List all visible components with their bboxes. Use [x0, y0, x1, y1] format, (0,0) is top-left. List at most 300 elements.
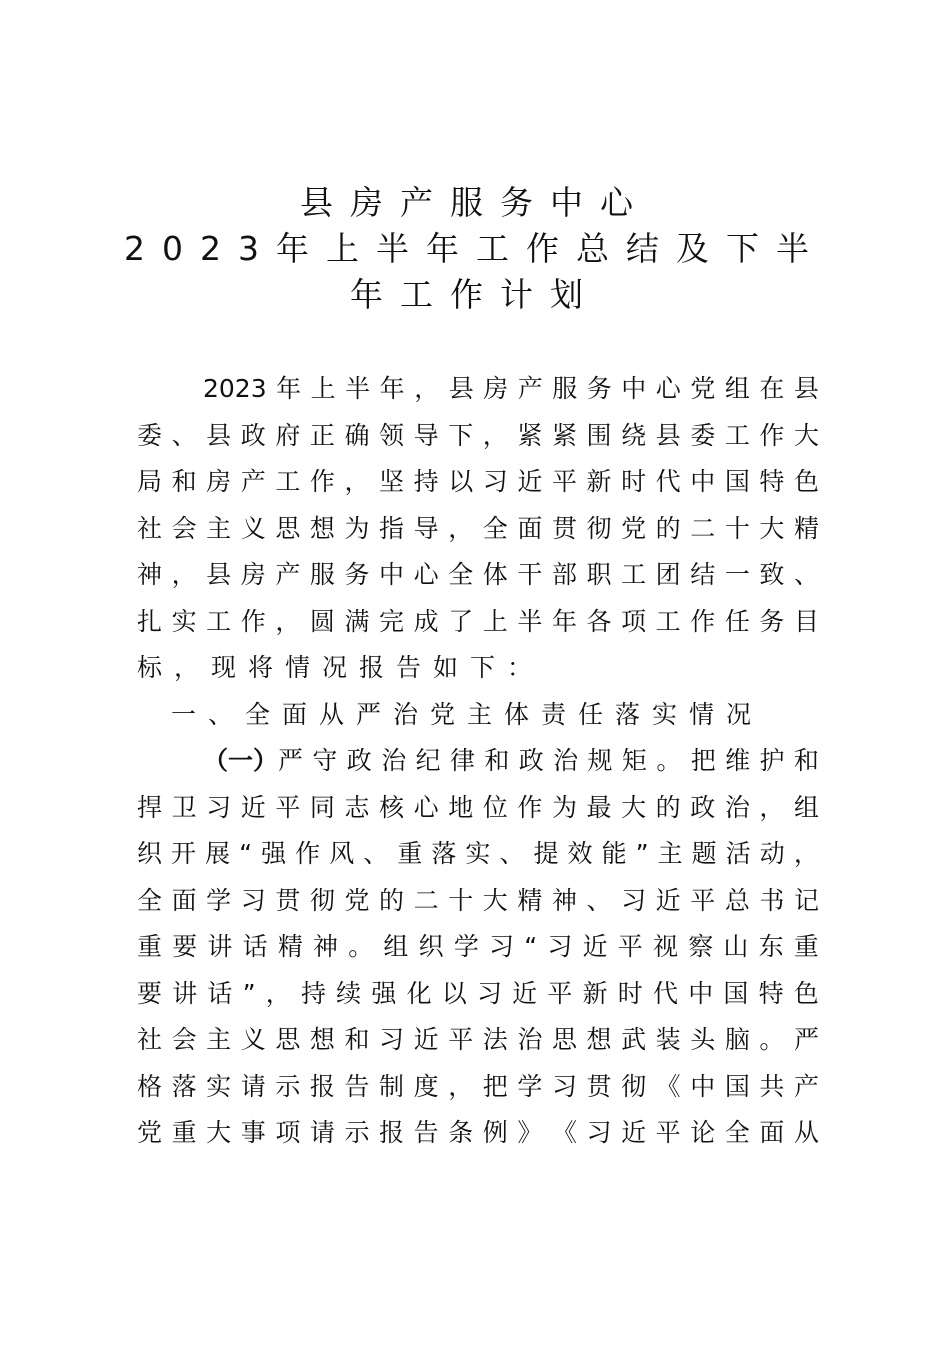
text-glyph: 作 — [759, 420, 785, 450]
text-glyph: 社 — [137, 1025, 163, 1054]
text-glyph: 法 — [482, 1025, 508, 1054]
text-glyph: 活 — [725, 839, 751, 868]
text-glyph: 中 — [379, 560, 405, 589]
text-glyph: 彻 — [586, 513, 612, 543]
text-glyph: 的 — [655, 792, 681, 822]
text-glyph: 、 — [363, 839, 389, 868]
text-glyph: 社 — [137, 513, 163, 543]
text-glyph: 下 — [448, 420, 474, 450]
text-glyph: 作 — [295, 839, 321, 868]
text-glyph: 作 — [240, 606, 266, 636]
text-glyph: ， — [265, 978, 291, 1008]
text-glyph: 律 — [449, 746, 475, 775]
subsection-line — [137, 971, 819, 1018]
text-glyph: 精 — [793, 513, 819, 543]
text-glyph: 组 — [793, 792, 819, 822]
text-glyph: 告 — [413, 1118, 439, 1147]
text-glyph: 风 — [329, 839, 355, 868]
text-glyph: 护 — [759, 746, 785, 775]
text-glyph: 东 — [758, 932, 784, 961]
text-glyph: 产 — [793, 1071, 819, 1101]
text-glyph: 讲 — [207, 932, 233, 961]
text-glyph: 书 — [759, 885, 785, 915]
text-glyph: 时 — [617, 978, 643, 1008]
text-glyph: 半 — [517, 606, 543, 636]
text-glyph: 彻 — [309, 885, 335, 915]
text-glyph: 《 — [655, 1071, 681, 1101]
text-glyph: 成 — [413, 606, 439, 636]
text-glyph: 治 — [553, 746, 579, 775]
text-glyph: 强 — [261, 839, 287, 868]
paragraph-line: 标，现将情况报告如下： — [137, 653, 545, 682]
text-glyph: 为 — [344, 513, 370, 543]
text-glyph: 党 — [690, 374, 716, 403]
text-glyph: 产 — [517, 374, 543, 403]
text-glyph: 产 — [240, 467, 266, 496]
text-glyph: 续 — [336, 978, 362, 1008]
text-glyph: 和 — [484, 746, 510, 775]
text-glyph: 志 — [344, 792, 370, 822]
text-glyph: 平 — [690, 885, 716, 915]
text-glyph: 房 — [240, 560, 266, 589]
text-glyph: 习 — [476, 978, 502, 1008]
text-glyph: 制 — [379, 1071, 405, 1101]
text-glyph: 习 — [621, 885, 647, 915]
text-glyph: 大 — [793, 420, 819, 450]
text-glyph: 务 — [586, 374, 612, 403]
text-glyph: 。 — [656, 746, 682, 775]
text-glyph: “ — [239, 839, 253, 868]
text-glyph: 论 — [690, 1118, 716, 1147]
text-glyph: 织 — [137, 839, 163, 868]
text-glyph: 大 — [482, 885, 508, 915]
text-glyph: 完 — [379, 606, 405, 636]
text-glyph: 主 — [206, 513, 232, 543]
text-glyph: 习 — [240, 885, 266, 915]
text-glyph: 平 — [551, 467, 577, 496]
paragraph-line — [137, 506, 819, 553]
text-glyph: 神 — [313, 932, 339, 961]
text-glyph: 实 — [171, 606, 197, 636]
text-glyph: 展 — [205, 839, 231, 868]
text-glyph: 题 — [691, 839, 717, 868]
text-glyph: 视 — [652, 932, 678, 961]
text-glyph: 面 — [171, 885, 197, 915]
text-glyph: 县 — [655, 420, 681, 450]
text-glyph: 习 — [547, 932, 573, 961]
text-glyph: 色 — [793, 978, 819, 1008]
text-glyph: 扎 — [137, 606, 163, 636]
text-glyph: 捍 — [137, 792, 163, 822]
text-glyph: 的 — [379, 885, 405, 915]
text-glyph: 导 — [413, 420, 439, 450]
text-glyph: 落 — [431, 839, 457, 868]
text-glyph: 时 — [621, 467, 647, 496]
text-glyph: 提 — [533, 839, 559, 868]
text-glyph: 2023 — [203, 374, 267, 403]
subsection-line-text — [278, 738, 819, 785]
text-glyph: 中 — [688, 978, 714, 1008]
text-glyph: 学 — [453, 932, 479, 961]
text-glyph: 了 — [448, 606, 474, 636]
text-glyph: 县 — [793, 374, 819, 403]
text-glyph: “ — [524, 932, 538, 961]
text-glyph: 思 — [551, 1025, 577, 1054]
text-glyph: 平 — [547, 978, 573, 1008]
text-glyph: 在 — [759, 374, 785, 403]
text-glyph: 近 — [655, 885, 681, 915]
text-glyph: 大 — [206, 1118, 232, 1147]
text-glyph: 持 — [300, 978, 326, 1008]
text-glyph: 国 — [724, 467, 750, 496]
text-glyph: 平 — [448, 1025, 474, 1054]
text-glyph: 重 — [397, 839, 423, 868]
text-glyph: ， — [759, 792, 785, 822]
text-glyph: 想 — [309, 513, 335, 543]
text-glyph: 结 — [690, 560, 716, 589]
text-glyph: 重 — [793, 932, 819, 961]
text-glyph: 任 — [724, 606, 750, 636]
text-glyph: 主 — [206, 1025, 232, 1054]
text-glyph: 贯 — [586, 1071, 612, 1101]
subsection-line — [137, 1017, 819, 1064]
text-glyph: 神 — [551, 885, 577, 915]
text-glyph: 领 — [379, 420, 405, 450]
text-glyph: 国 — [723, 978, 749, 1008]
text-glyph: 致 — [759, 560, 785, 589]
text-glyph: 请 — [240, 1071, 266, 1101]
text-glyph: 党 — [621, 513, 647, 543]
text-glyph: 维 — [725, 746, 751, 775]
text-glyph: 主 — [657, 839, 683, 868]
text-glyph: 党 — [344, 885, 370, 915]
text-glyph: 全 — [724, 1118, 750, 1147]
text-glyph: 贯 — [551, 513, 577, 543]
text-glyph: 工 — [621, 560, 647, 589]
text-glyph: 脑 — [724, 1025, 750, 1054]
text-glyph: 政 — [346, 746, 372, 775]
subsection-line — [137, 924, 819, 971]
text-glyph: 县 — [206, 560, 232, 589]
text-glyph: 一 — [724, 560, 750, 589]
text-glyph: 记 — [793, 885, 819, 915]
text-glyph: 大 — [759, 513, 785, 543]
text-glyph: 平 — [275, 792, 301, 822]
text-glyph: 义 — [240, 1025, 266, 1054]
text-glyph: 、 — [171, 420, 197, 450]
text-glyph: 严 — [793, 1025, 819, 1054]
text-glyph: 工 — [275, 467, 301, 496]
text-glyph: 为 — [551, 792, 577, 822]
text-glyph: 实 — [206, 1071, 232, 1101]
text-glyph: 严 — [278, 746, 304, 775]
text-glyph: 上 — [482, 606, 508, 636]
text-glyph: 治 — [724, 792, 750, 822]
text-glyph: 最 — [586, 792, 612, 822]
paragraph-line — [137, 459, 819, 506]
text-glyph: 中 — [621, 374, 647, 403]
text-glyph: 部 — [551, 560, 577, 589]
text-glyph: 服 — [309, 560, 335, 589]
subsection-first-line — [137, 738, 819, 785]
text-glyph: 、 — [499, 839, 525, 868]
text-glyph: 位 — [482, 792, 508, 822]
text-glyph: 贯 — [275, 885, 301, 915]
text-glyph: 同 — [309, 792, 335, 822]
text-glyph: 精 — [517, 885, 543, 915]
text-glyph: 事 — [240, 1118, 266, 1147]
document-body — [137, 366, 819, 1157]
text-glyph: 报 — [379, 1118, 405, 1147]
text-glyph: 治 — [381, 746, 407, 775]
text-glyph: 委 — [137, 420, 163, 450]
text-glyph: 职 — [586, 560, 612, 589]
text-glyph: 告 — [344, 1071, 370, 1101]
subsection-line — [137, 1064, 819, 1111]
text-glyph: 产 — [275, 560, 301, 589]
text-glyph: 想 — [309, 1025, 335, 1054]
text-glyph: 近 — [517, 467, 543, 496]
text-glyph: 近 — [512, 978, 538, 1008]
text-glyph: 从 — [793, 1118, 819, 1147]
text-glyph: 特 — [758, 978, 784, 1008]
text-glyph: 度 — [413, 1071, 439, 1101]
text-glyph: 紧 — [517, 420, 543, 450]
text-glyph: 察 — [688, 932, 714, 961]
text-glyph: 务 — [344, 560, 370, 589]
text-glyph: 各 — [586, 606, 612, 636]
text-glyph: 彻 — [621, 1071, 647, 1101]
text-glyph: 指 — [379, 513, 405, 543]
text-glyph: 武 — [621, 1025, 647, 1054]
text-glyph: 总 — [724, 885, 750, 915]
text-glyph: 确 — [344, 420, 370, 450]
text-glyph: 实 — [465, 839, 491, 868]
text-glyph: 代 — [652, 978, 678, 1008]
text-glyph: 想 — [586, 1025, 612, 1054]
subsection-line — [137, 831, 819, 878]
text-glyph: 格 — [137, 1071, 163, 1101]
text-glyph: ， — [414, 374, 440, 403]
text-glyph: 国 — [724, 1071, 750, 1101]
text-glyph: 组 — [383, 932, 409, 961]
text-glyph: 房 — [483, 374, 509, 403]
text-glyph: 神 — [137, 560, 163, 589]
text-glyph: 党 — [137, 1118, 163, 1147]
text-glyph: 头 — [690, 1025, 716, 1054]
text-glyph: 核 — [379, 792, 405, 822]
text-glyph: 话 — [242, 932, 268, 961]
paragraph-line — [137, 366, 819, 413]
text-glyph: 治 — [517, 1025, 543, 1054]
text-glyph: 政 — [690, 792, 716, 822]
title-line-3: 年工作计划 — [350, 275, 600, 314]
title-line-1: 县房产服务中心 — [300, 183, 650, 222]
text-glyph: 紧 — [551, 420, 577, 450]
text-glyph: 近 — [240, 792, 266, 822]
text-glyph: 开 — [171, 839, 197, 868]
text-glyph: 面 — [759, 1118, 785, 1147]
text-glyph: 持 — [413, 467, 439, 496]
text-glyph: 效 — [567, 839, 593, 868]
text-glyph: 十 — [448, 885, 474, 915]
text-glyph: 纪 — [415, 746, 441, 775]
text-glyph: ” — [242, 978, 256, 1008]
text-glyph: 落 — [171, 1071, 197, 1101]
text-glyph: 守 — [312, 746, 338, 775]
text-glyph: 心 — [413, 560, 439, 589]
document-title — [0, 180, 950, 318]
text-glyph: 代 — [655, 467, 681, 496]
section-heading: 一、全面从严治党主体责任落实情况 — [171, 699, 764, 729]
text-glyph: 满 — [344, 606, 370, 636]
subsection-line — [137, 1110, 819, 1157]
subsection-line — [137, 878, 819, 925]
text-glyph: 》 — [517, 1118, 543, 1147]
text-glyph: 习 — [489, 932, 515, 961]
text-glyph: ， — [448, 513, 474, 543]
text-glyph: 工 — [206, 606, 232, 636]
text-glyph: ， — [448, 1071, 474, 1101]
text-glyph: 、 — [793, 560, 819, 589]
paragraph-line — [137, 552, 819, 599]
text-glyph: 地 — [448, 792, 474, 822]
text-glyph: 上 — [310, 374, 336, 403]
text-glyph: 中 — [690, 1071, 716, 1101]
text-glyph: 近 — [413, 1025, 439, 1054]
text-glyph: ， — [344, 467, 370, 496]
paragraph-line — [137, 413, 819, 460]
subsection-line — [137, 785, 819, 832]
text-glyph: 干 — [517, 560, 543, 589]
text-glyph: 平 — [617, 932, 643, 961]
text-glyph: 作 — [517, 792, 543, 822]
text-glyph: 化 — [406, 978, 432, 1008]
text-glyph: 讲 — [172, 978, 198, 1008]
text-glyph: 县 — [448, 374, 474, 403]
text-glyph: 年 — [379, 374, 405, 403]
text-glyph: 房 — [206, 467, 232, 496]
text-glyph: 年 — [276, 374, 302, 403]
text-glyph: ， — [275, 606, 301, 636]
text-glyph: 坚 — [379, 467, 405, 496]
text-glyph: 习 — [482, 467, 508, 496]
text-glyph: 思 — [275, 1025, 301, 1054]
text-glyph: 新 — [586, 467, 612, 496]
text-glyph: 全 — [137, 885, 163, 915]
text-glyph: 工 — [655, 606, 681, 636]
text-glyph: 学 — [517, 1071, 543, 1101]
text-glyph: 话 — [207, 978, 233, 1008]
text-glyph: 习 — [586, 1118, 612, 1147]
text-glyph: 圆 — [309, 606, 335, 636]
text-glyph: 矩 — [621, 746, 647, 775]
text-glyph: 色 — [793, 467, 819, 496]
text-glyph: 和 — [344, 1025, 370, 1054]
text-glyph: 、 — [586, 885, 612, 915]
text-glyph: 新 — [582, 978, 608, 1008]
text-glyph: 把 — [690, 746, 716, 775]
text-glyph: 二 — [690, 513, 716, 543]
text-glyph: 作 — [309, 467, 335, 496]
text-glyph: 《 — [551, 1118, 577, 1147]
text-glyph: 近 — [582, 932, 608, 961]
text-glyph: 山 — [723, 932, 749, 961]
text-glyph: 共 — [759, 1071, 785, 1101]
text-glyph: 服 — [552, 374, 578, 403]
paragraph-line — [137, 599, 819, 646]
text-glyph: 例 — [482, 1118, 508, 1147]
text-glyph: 重 — [137, 932, 163, 961]
text-glyph: 中 — [690, 467, 716, 496]
text-glyph: 思 — [275, 513, 301, 543]
text-glyph: 大 — [621, 792, 647, 822]
text-glyph: 政 — [518, 746, 544, 775]
text-glyph: 心 — [413, 792, 439, 822]
text-glyph: 习 — [206, 792, 232, 822]
subsection-label: （一） — [203, 746, 279, 775]
text-glyph: 示 — [344, 1118, 370, 1147]
text-glyph: 请 — [309, 1118, 335, 1147]
text-glyph: 能 — [601, 839, 627, 868]
text-glyph: 卫 — [171, 792, 197, 822]
text-glyph: ， — [171, 560, 197, 589]
text-glyph: 会 — [171, 1025, 197, 1054]
text-glyph: 项 — [621, 606, 647, 636]
text-glyph: 习 — [551, 1071, 577, 1101]
text-glyph: 。 — [348, 932, 374, 961]
text-glyph: 重 — [171, 1118, 197, 1147]
text-glyph: 绕 — [621, 420, 647, 450]
text-glyph: 装 — [655, 1025, 681, 1054]
text-glyph: 强 — [371, 978, 397, 1008]
text-glyph: 以 — [448, 467, 474, 496]
text-glyph: 全 — [482, 513, 508, 543]
text-glyph: 精 — [277, 932, 303, 961]
text-glyph: 和 — [171, 467, 197, 496]
text-glyph: 务 — [759, 606, 785, 636]
text-glyph: 团 — [655, 560, 681, 589]
text-glyph: 习 — [379, 1025, 405, 1054]
text-glyph: 织 — [418, 932, 444, 961]
text-glyph: ， — [482, 420, 508, 450]
text-glyph: 组 — [724, 374, 750, 403]
text-glyph: 作 — [690, 606, 716, 636]
text-glyph: 项 — [275, 1118, 301, 1147]
text-glyph: 近 — [621, 1118, 647, 1147]
text-glyph: 要 — [172, 932, 198, 961]
text-glyph: 平 — [655, 1118, 681, 1147]
text-glyph: 的 — [655, 513, 681, 543]
text-glyph: 要 — [137, 978, 163, 1008]
text-glyph: 工 — [724, 420, 750, 450]
text-glyph: 正 — [309, 420, 335, 450]
text-glyph: 报 — [309, 1071, 335, 1101]
text-glyph: 政 — [240, 420, 266, 450]
text-glyph: 体 — [482, 560, 508, 589]
text-glyph: 会 — [171, 513, 197, 543]
text-glyph: 围 — [586, 420, 612, 450]
text-glyph: 半 — [345, 374, 371, 403]
text-glyph: 面 — [517, 513, 543, 543]
text-glyph: 学 — [206, 885, 232, 915]
text-glyph: 示 — [275, 1071, 301, 1101]
text-glyph: 心 — [655, 374, 681, 403]
text-glyph: 府 — [275, 420, 301, 450]
text-glyph: 二 — [413, 885, 439, 915]
text-glyph: 目 — [793, 606, 819, 636]
text-glyph: 十 — [724, 513, 750, 543]
